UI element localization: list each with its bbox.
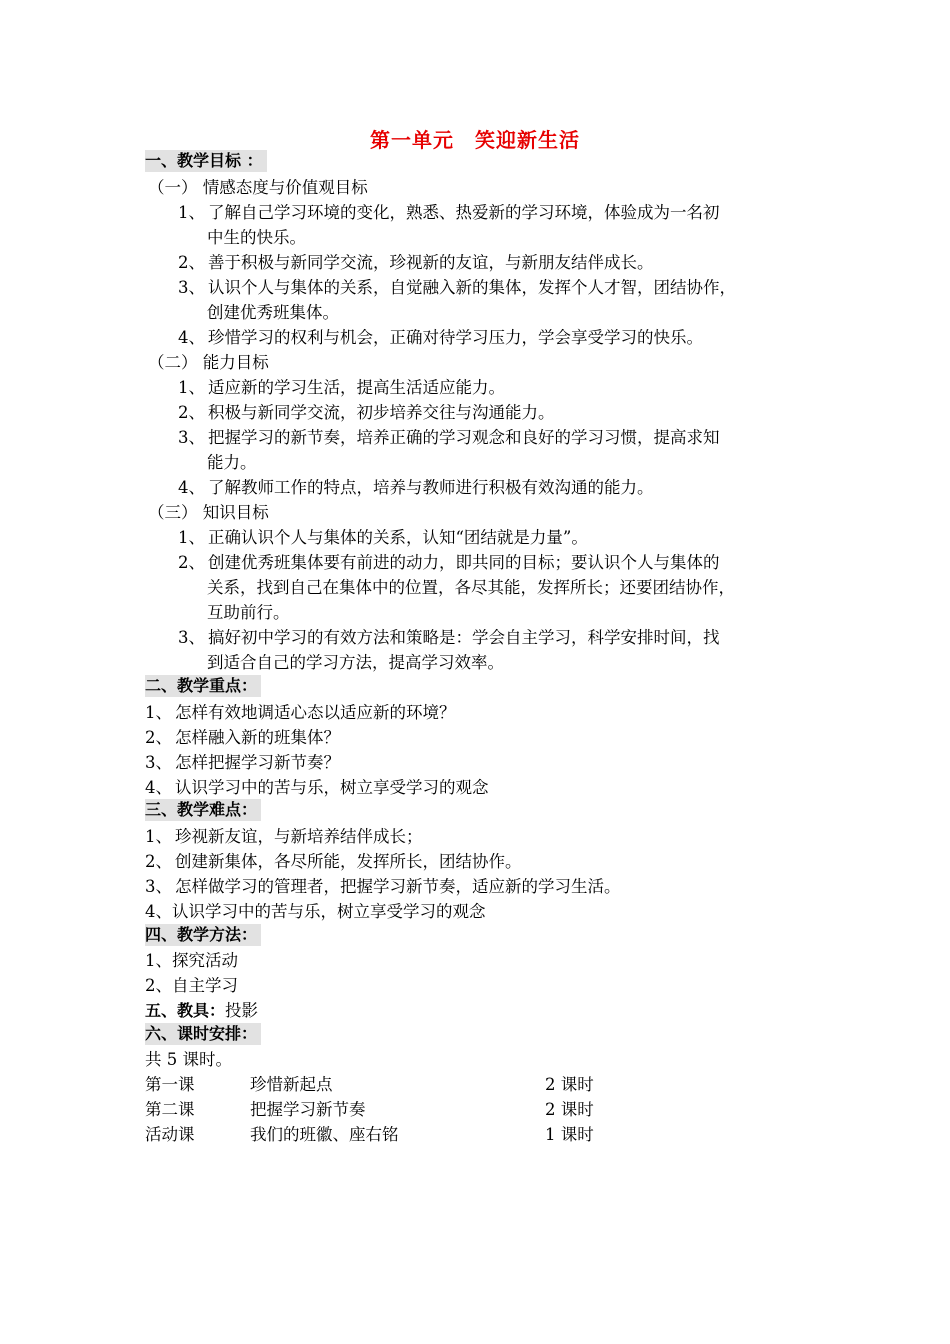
list-item	[178, 275, 736, 300]
list-item-continuation: 中生的快乐。	[207, 228, 306, 247]
schedule-lesson: 活动课	[145, 1125, 195, 1144]
list-item-continuation: 到适合自己的学习方法，提高学习效率。	[207, 653, 504, 672]
item-number: 3、	[178, 628, 205, 647]
list-item-continuation: 互助前行。	[207, 603, 290, 622]
item-text: 积极与新同学交流，初步培养交往与沟通能力。	[208, 403, 555, 422]
schedule-row	[0, 1097, 950, 1122]
subsection-label-knowledge: （三） 知识目标	[148, 503, 269, 522]
list-item	[145, 849, 522, 874]
list-item	[178, 550, 720, 575]
list-item	[178, 325, 703, 350]
schedule-hours: 2 课时	[545, 1100, 594, 1119]
schedule-topic: 珍惜新起点	[250, 1075, 333, 1094]
list-item	[145, 775, 489, 800]
item-text: 了解教师工作的特点，培养与教师进行积极有效沟通的能力。	[208, 478, 654, 497]
item-text: 了解自己学习环境的变化，熟悉、热爱新的学习环境，体验成为一名初	[208, 203, 720, 222]
item-number: 4、	[145, 778, 172, 797]
list-item	[178, 425, 720, 450]
item-text: 创建新集体，各尽所能，发挥所长，团结协作。	[175, 852, 522, 871]
list-item	[178, 625, 720, 650]
list-item	[178, 200, 720, 225]
list-item	[145, 874, 621, 899]
list-item	[178, 525, 588, 550]
item-number: 4、	[178, 328, 205, 347]
item-text: 搞好初中学习的有效方法和策略是：学会自主学习，科学安排时间，找	[208, 628, 720, 647]
item-text: 怎样融入新的班集体？	[175, 728, 340, 747]
list-item: 4、认识学习中的苦与乐，树立享受学习的观念	[145, 902, 486, 921]
schedule-hours: 2 课时	[545, 1075, 594, 1094]
item-number: 1、	[145, 703, 172, 722]
schedule-topic: 把握学习新节奏	[250, 1100, 366, 1119]
item-number: 1、	[178, 378, 205, 397]
item-text: 适应新的学习生活，提高生活适应能力。	[208, 378, 505, 397]
section-heading-key-points: 二、教学重点：	[145, 675, 261, 697]
item-text: 认识学习中的苦与乐，树立享受学习的观念	[175, 778, 489, 797]
item-number: 3、	[178, 278, 205, 297]
schedule-total: 共 5 课时。	[145, 1050, 232, 1069]
list-item	[178, 475, 654, 500]
item-text: 珍惜学习的权利与机会，正确对待学习压力，学会享受学习的快乐。	[208, 328, 703, 347]
item-text: 怎样有效地调适心态以适应新的环境？	[175, 703, 456, 722]
item-number: 4、	[178, 478, 205, 497]
item-number: 2、	[178, 553, 205, 572]
item-text: 认识个人与集体的关系，自觉融入新的集体，发挥个人才智，团结协作，	[208, 278, 736, 297]
item-text: 怎样把握学习新节奏？	[175, 753, 340, 772]
item-text: 善于积极与新同学交流，珍视新的友谊，与新朋友结伴成长。	[208, 253, 654, 272]
schedule-topic: 我们的班徽、座右铭	[250, 1125, 399, 1144]
item-number: 2、	[178, 403, 205, 422]
item-text: 正确认识个人与集体的关系，认知“团结就是力量”。	[208, 528, 588, 547]
document-title: 第一单元 笑迎新生活	[370, 128, 580, 152]
item-number: 2、	[178, 253, 205, 272]
schedule-hours: 1 课时	[545, 1125, 594, 1144]
list-item-continuation: 创建优秀班集体。	[207, 303, 339, 322]
list-item: 1、探究活动	[145, 951, 238, 970]
subsection-label-ability: （二） 能力目标	[148, 353, 269, 372]
item-number: 3、	[145, 877, 172, 896]
item-number: 3、	[178, 428, 205, 447]
item-text: 怎样做学习的管理者，把握学习新节奏，适应新的学习生活。	[175, 877, 621, 896]
subsection-label-emotion: （一） 情感态度与价值观目标	[148, 178, 368, 197]
section-heading-difficulties: 三、教学难点：	[145, 799, 261, 821]
schedule-row	[0, 1122, 950, 1147]
schedule-lesson: 第二课	[145, 1100, 195, 1119]
item-text: 创建优秀班集体要有前进的动力，即共同的目标；要认识个人与集体的	[208, 553, 720, 572]
list-item: 2、自主学习	[145, 976, 238, 995]
list-item	[145, 700, 456, 725]
item-number: 3、	[145, 753, 172, 772]
section-heading-objectives: 一、教学目标 ：	[145, 150, 267, 172]
teaching-aids-value: 投影	[225, 1001, 259, 1020]
section-heading-schedule: 六、课时安排：	[145, 1023, 261, 1045]
list-item	[178, 400, 555, 425]
list-item-continuation: 关系，找到自己在集体中的位置，各尽其能，发挥所长；还要团结协作，	[207, 578, 735, 597]
item-text: 珍视新友谊，与新培养结伴成长；	[175, 827, 423, 846]
item-number: 2、	[145, 728, 172, 747]
item-number: 1、	[178, 203, 205, 222]
item-number: 1、	[178, 528, 205, 547]
teaching-aids-line	[145, 998, 258, 1023]
section-heading-methods: 四、教学方法：	[145, 924, 261, 946]
schedule-row	[0, 1072, 950, 1097]
schedule-lesson: 第一课	[145, 1075, 195, 1094]
section-heading-teaching-aids: 五、教具：	[145, 1001, 226, 1020]
list-item	[145, 750, 340, 775]
list-item	[145, 824, 423, 849]
list-item	[145, 725, 340, 750]
item-number: 1、	[145, 827, 172, 846]
item-text: 把握学习的新节奏，培养正确的学习观念和良好的学习习惯，提高求知	[208, 428, 720, 447]
list-item-continuation: 能力。	[207, 453, 257, 472]
item-number: 2、	[145, 852, 172, 871]
list-item	[178, 250, 654, 275]
list-item	[178, 375, 505, 400]
